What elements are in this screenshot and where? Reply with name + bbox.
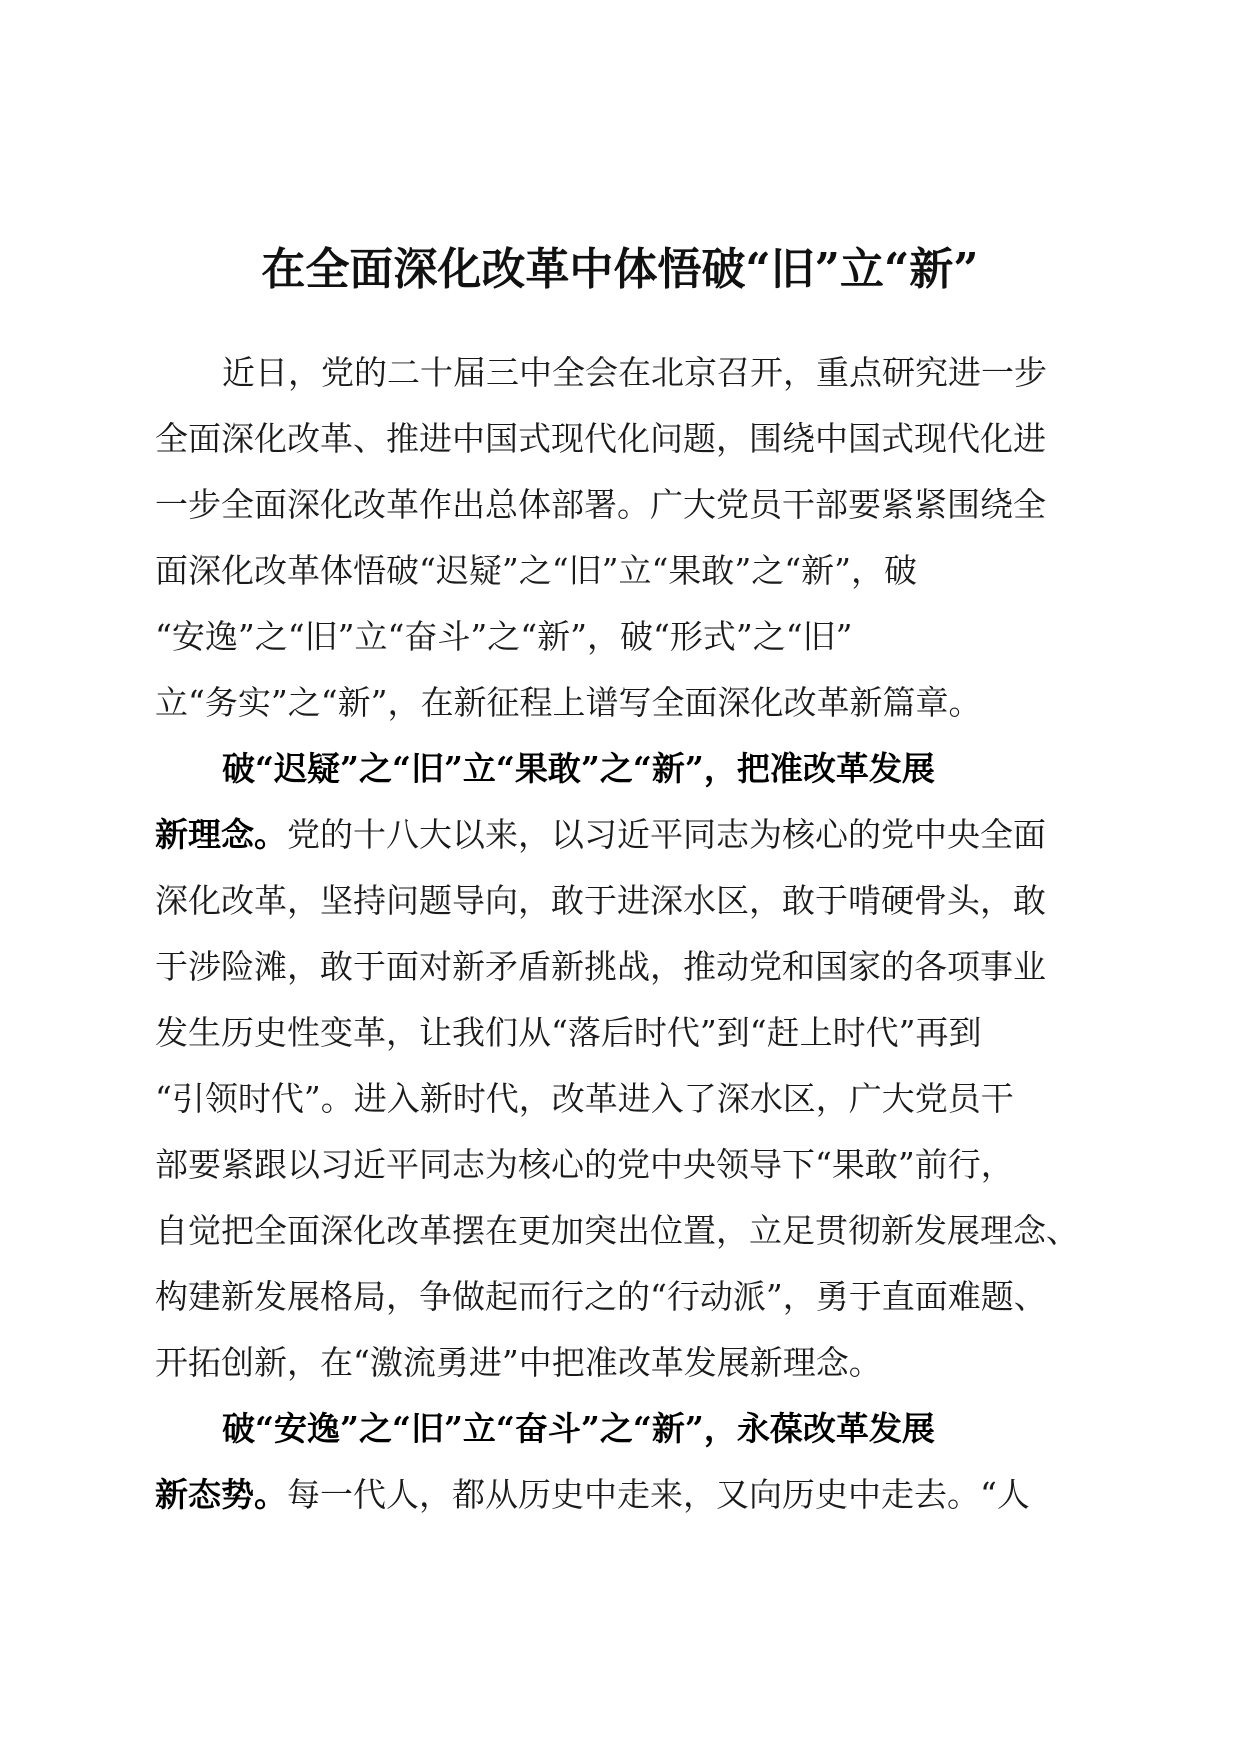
paragraph-1-line-5: “安逸”之“旧”立“奋斗”之“新”，破“形式”之“旧” — [155, 617, 853, 656]
paragraph-2-line-5: 发生历史性变革，让我们从“落后时代”到“赶上时代”再到 — [155, 1013, 982, 1052]
paragraph-1-line-3: 一步全面深化改革作出总体部署。广大党员干部要紧紧围绕全 — [155, 485, 1046, 524]
paragraph-2-line-8: 自觉把全面深化改革摆在更加突出位置，立足贯彻新发展理念、 — [155, 1211, 1079, 1250]
paragraph-2-line-4: 于涉险滩，敢于面对新矛盾新挑战，推动党和国家的各项事业 — [155, 947, 1046, 986]
paragraph-3-line-2 — [155, 1470, 1030, 1520]
paragraph-1-line-1: 近日，党的二十届三中全会在北京召开，重点研究进一步 — [222, 353, 1047, 392]
paragraph-3-heading-end: 新态势。 — [155, 1475, 287, 1514]
paragraph-2-line-10: 开拓创新，在“激流勇进”中把准改革发展新理念。 — [155, 1343, 882, 1382]
paragraph-2-line-2-text: 党的十八大以来，以习近平同志为核心的党中央全面 — [287, 815, 1046, 854]
paragraph-2-line-6: “引领时代”。进入新时代，改革进入了深水区，广大党员干 — [155, 1079, 1014, 1118]
paragraph-2-line-3: 深化改革，坚持问题导向，敢于进深水区，敢于啃硬骨头，敢 — [155, 881, 1046, 920]
paragraph-2-heading: 破“迟疑”之“旧”立“果敢”之“新”，把准改革发展 — [222, 749, 935, 788]
paragraph-3-line-2-text: 每一代人，都从历史中走来，又向历史中走去。“人 — [287, 1475, 1030, 1514]
paragraph-1-line-2: 全面深化改革、推进中国式现代化问题，围绕中国式现代化进 — [155, 419, 1046, 458]
paragraph-3-heading: 破“安逸”之“旧”立“奋斗”之“新”，永葆改革发展 — [222, 1409, 935, 1448]
paragraph-1-line-6: 立“务实”之“新”，在新征程上谱写全面深化改革新篇章。 — [155, 683, 982, 722]
paragraph-2-line-2 — [155, 810, 1046, 860]
paragraph-2-line-7: 部要紧跟以习近平同志为核心的党中央领导下“果敢”前行， — [155, 1145, 1014, 1184]
document-title: 在全面深化改革中体悟破“旧”立“新” — [261, 244, 979, 295]
paragraph-2-line-9: 构建新发展格局，争做起而行之的“行动派”，勇于直面难题、 — [155, 1277, 1047, 1316]
paragraph-2-heading-end: 新理念。 — [155, 815, 287, 854]
paragraph-1-line-4: 面深化改革体悟破“迟疑”之“旧”立“果敢”之“新”，破 — [155, 551, 917, 590]
